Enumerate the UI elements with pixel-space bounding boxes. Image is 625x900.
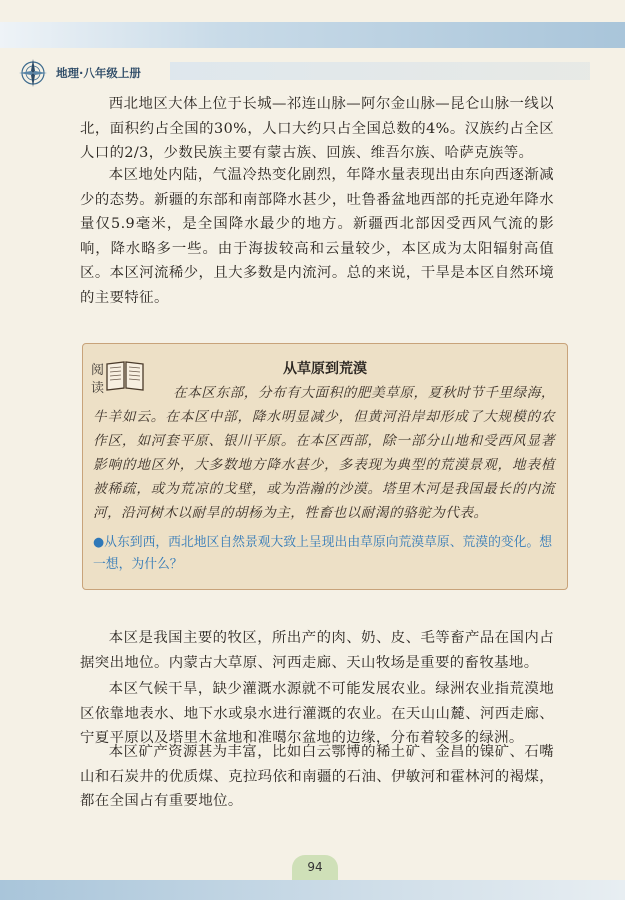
paragraph-1: 西北地区大体上位于长城—祁连山脉—阿尔金山脉—昆仑山脉一线以北，面积约占全国的30%，人口大约只占全国总数的4%。汉族约占全区人口的2/3，少数民族主要有蒙古族、回族、维吾尔族、哈萨克族等。: [80, 96, 554, 161]
reading-question: [93, 532, 555, 576]
page-number-badge: [292, 855, 338, 881]
reading-box: [82, 343, 568, 590]
question-bullet: ●: [93, 535, 105, 550]
paragraph-2: 本区地处内陆，气温冷热变化剧烈，年降水量表现出由东向西逐渐减少的态势。新疆的东部和南部降水甚少，吐鲁番盆地西部的托克逊年降水量仅5.9毫米，是全国降水最少的地方。新疆西北部因受西风气流的影响，降水略多一些。由于海拔较高和云量较少，本区成为太阳辐射高值区。本区河流稀少，且大多数是内流河。总的来说，干旱是本区自然环境的主要特征。: [80, 167, 554, 306]
paragraph-4: 本区气候干旱，缺少灌溉水源就不可能发展农业。绿洲农业指荒漠地区依靠地表水、地下水或泉水进行灌溉的农业。在天山山麓、河西走廊、宁夏平原以及塔里木盆地和准噶尔盆地的边缘，分布着较多的绿洲。: [80, 681, 554, 746]
reading-title: 从草原到荒漠: [283, 361, 367, 377]
page-number: 94: [307, 860, 323, 874]
header-ribbon: [170, 62, 590, 80]
bottom-decorative-band: [0, 880, 625, 900]
page-header: [18, 58, 141, 88]
reading-body: 在本区东部，分布有大面积的肥美草原，夏秋时节千里绿海，牛羊如云。在本区中部，降水明显减少，但黄河沿岸却形成了大规模的农作区，如河套平原、银川平原。在本区西部，除一部分山地和受西风显著影响的地区外，大多数地方降水甚少，多表现为典型的荒漠景观，地表植被稀疏，或为荒凉的戈壁，或为浩瀚的沙漠。塔里木河是我国最长的内流河，沿河树木以耐旱的胡杨为主，牲畜也以耐渴的骆驼为代表。: [93, 385, 555, 521]
reading-label: 阅读: [91, 363, 105, 396]
compass-icon: [18, 58, 48, 88]
question-text: 从东到西，西北地区自然景观大致上呈现出由草原向荒漠草原、荒漠的变化。想一想，为什么？: [93, 535, 553, 572]
paragraph-5: 本区矿产资源甚为丰富，比如白云鄂博的稀土矿、金昌的镍矿、石嘴山和石炭井的优质煤、克拉玛依和南疆的石油、伊敏河和霍林河的褐煤，都在全国占有重要地位。: [80, 744, 554, 809]
book-title: 地理·八年级上册: [56, 66, 141, 80]
paragraph-3: 本区是我国主要的牧区，所出产的肉、奶、皮、毛等畜产品在国内占据突出地位。内蒙古大草原、河西走廊、天山牧场是重要的畜牧基地。: [80, 630, 554, 671]
top-decorative-band: [0, 22, 625, 48]
